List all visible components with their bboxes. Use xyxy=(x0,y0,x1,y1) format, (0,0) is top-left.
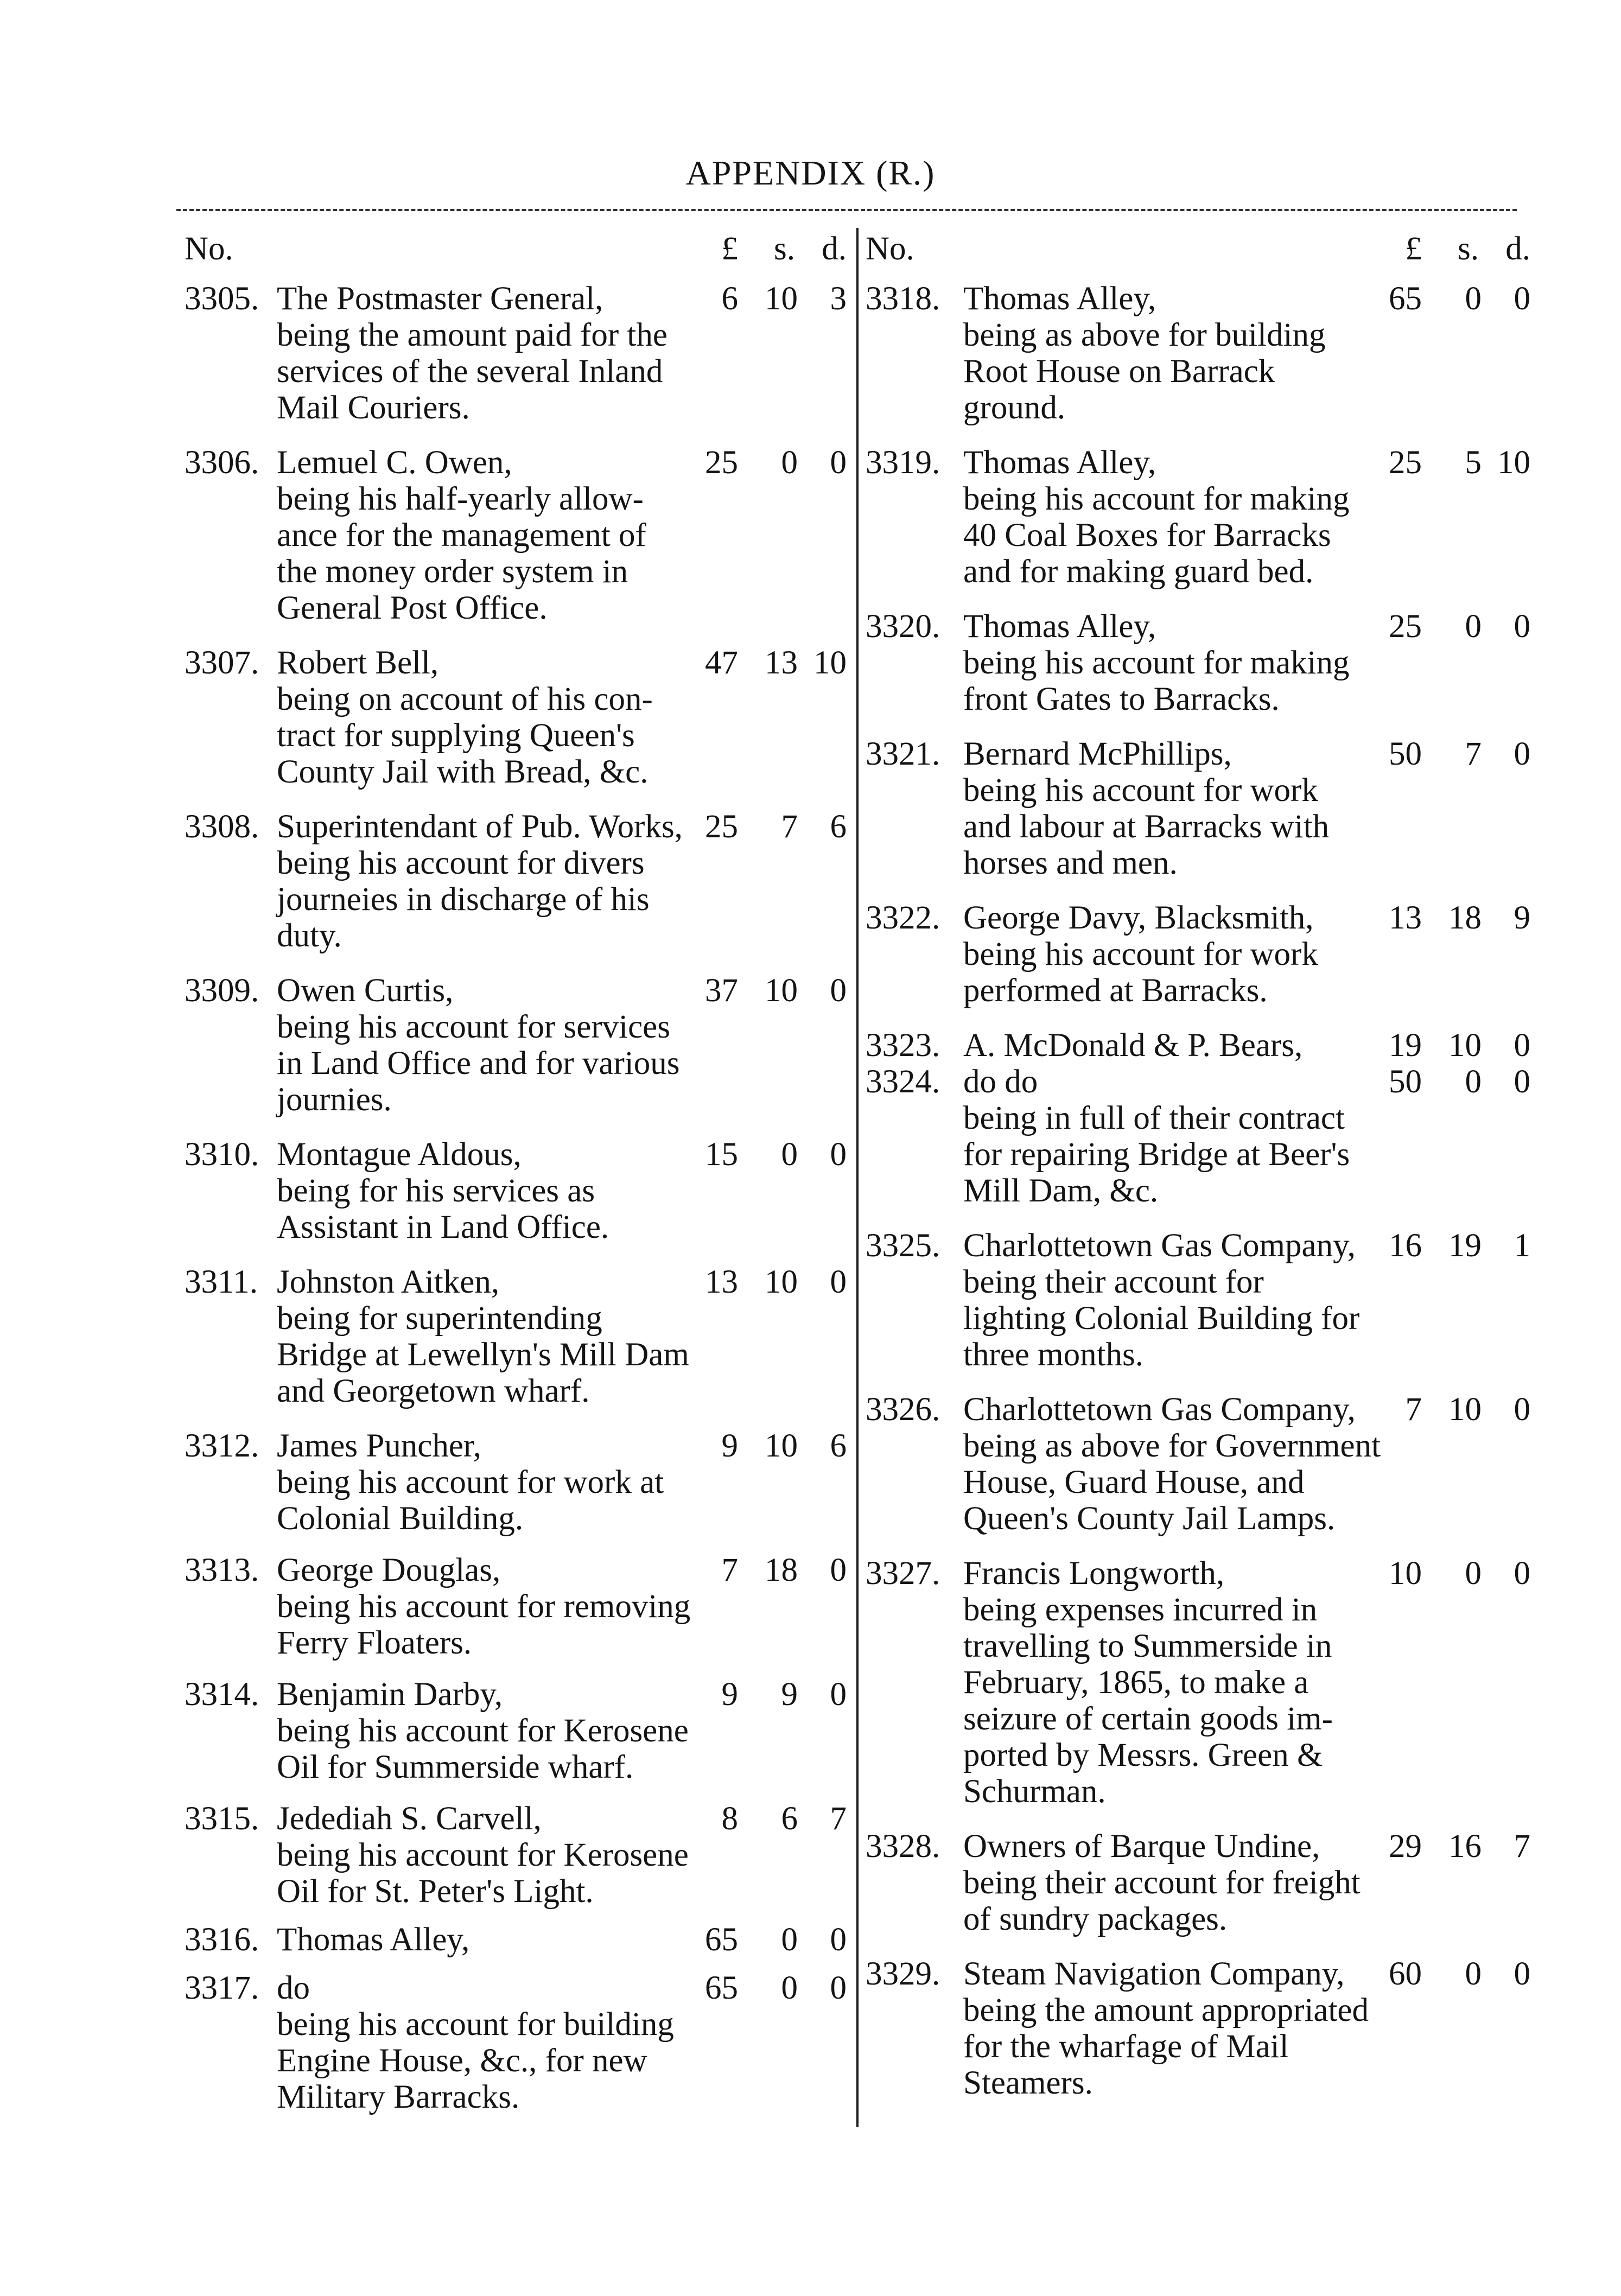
entry-description: being his account for work performed at Barracks. xyxy=(963,936,1318,1009)
ledger-entry xyxy=(185,972,847,1118)
entry-first-line xyxy=(185,1922,847,1958)
payee-name: Thomas Alley, xyxy=(963,444,1156,481)
entry-number: 3313. xyxy=(185,1552,259,1588)
amount-shillings: 13 xyxy=(765,645,798,681)
amount-shillings: 0 xyxy=(1465,608,1482,645)
payee-name: Johnston Aitken, xyxy=(277,1264,500,1300)
payee-name: Steam Navigation Company, xyxy=(963,1956,1345,1992)
payee-name: do xyxy=(277,1970,310,2006)
ledger-entry xyxy=(866,900,1530,1009)
entry-number: 3315. xyxy=(185,1801,259,1837)
entry-description: being his account for divers journeies in discharge of his duty. xyxy=(277,845,650,954)
entry-number: 3323. xyxy=(866,1027,940,1064)
payee-name: Thomas Alley, xyxy=(963,281,1156,317)
payee-name: The Postmaster General, xyxy=(277,281,603,317)
ledger-entry xyxy=(866,1391,1530,1537)
amount-pence: 0 xyxy=(830,1136,847,1173)
payee-name: Lemuel C. Owen, xyxy=(277,444,512,481)
amount-shillings: 5 xyxy=(1465,444,1482,481)
amount-pence: 0 xyxy=(830,444,847,481)
amount-shillings: 0 xyxy=(781,1922,798,1958)
payee-name: Thomas Alley, xyxy=(963,608,1156,645)
amount-pounds: 25 xyxy=(1389,608,1422,645)
entry-description: being his account for making front Gates to Barracks. xyxy=(963,645,1350,717)
entry-description: being his account for removing Ferry Floaters. xyxy=(277,1588,691,1661)
entry-number: 3314. xyxy=(185,1676,259,1713)
payee-name: George Douglas, xyxy=(277,1552,501,1588)
amount-pence: 6 xyxy=(830,1428,847,1464)
payee-name: Bernard McPhillips, xyxy=(963,736,1232,772)
entry-number: 3324. xyxy=(866,1064,940,1100)
entry-description: being as above for Government House, Guard House, and Queen's County Jail Lamps. xyxy=(963,1428,1381,1537)
ledger-entry xyxy=(866,1027,1530,1064)
entry-description: being expenses incurred in travelling to Summerside in February, 1865, to make a seizure of certain goods im- ported by Messrs. Green & Schurman. xyxy=(963,1592,1333,1810)
entry-list xyxy=(185,281,847,2115)
ledger-entry xyxy=(866,1828,1530,1937)
payee-name: Owen Curtis, xyxy=(277,972,454,1009)
payee-name: Francis Longworth, xyxy=(963,1555,1225,1592)
entry-description: being the amount paid for the services of the several Inland Mail Couriers. xyxy=(277,317,668,426)
amount-pence: 6 xyxy=(830,809,847,845)
ledger-entry xyxy=(866,281,1530,426)
header-shillings: s. xyxy=(774,231,795,267)
ledger-entry xyxy=(185,1552,847,1661)
entry-first-line xyxy=(866,281,1530,317)
amount-pounds: 50 xyxy=(1389,736,1422,772)
amount-shillings: 10 xyxy=(1448,1027,1482,1064)
amount-pounds: 16 xyxy=(1389,1227,1422,1264)
amount-pounds: 37 xyxy=(705,972,738,1009)
amount-pence: 0 xyxy=(1514,1555,1530,1592)
header-rule xyxy=(176,209,1517,211)
entry-description: being his account for work at Colonial Building. xyxy=(277,1464,664,1537)
entry-first-line xyxy=(185,281,847,317)
amount-shillings: 10 xyxy=(765,1428,798,1464)
amount-shillings: 0 xyxy=(781,1970,798,2006)
amount-pounds: 6 xyxy=(721,281,738,317)
entry-number: 3320. xyxy=(866,608,940,645)
entry-description: being their account for freight of sundry packages. xyxy=(963,1865,1361,1937)
payee-name: do do xyxy=(963,1064,1038,1100)
amount-pounds: 7 xyxy=(721,1552,738,1588)
page-title: APPENDIX (R.) xyxy=(685,154,936,192)
amount-pounds: 29 xyxy=(1389,1828,1422,1865)
amount-pounds: 47 xyxy=(705,645,738,681)
amount-shillings: 0 xyxy=(781,1136,798,1173)
ledger-entry xyxy=(185,1264,847,1409)
entry-first-line xyxy=(866,1064,1530,1100)
entry-number: 3312. xyxy=(185,1428,259,1464)
payee-name: Charlottetown Gas Company, xyxy=(963,1227,1356,1264)
amount-pounds: 65 xyxy=(705,1922,738,1958)
entry-first-line xyxy=(866,1956,1530,1992)
entry-number: 3329. xyxy=(866,1956,940,1992)
ledger-entry xyxy=(185,1970,847,2115)
amount-pounds: 25 xyxy=(1389,444,1422,481)
payee-name: Benjamin Darby, xyxy=(277,1676,503,1713)
amount-shillings: 7 xyxy=(1465,736,1482,772)
payee-name: George Davy, Blacksmith, xyxy=(963,900,1314,936)
amount-pence: 7 xyxy=(830,1801,847,1837)
entry-number: 3317. xyxy=(185,1970,259,2006)
entry-description: being his account for work and labour at Barracks with horses and men. xyxy=(963,772,1330,881)
entry-number: 3316. xyxy=(185,1922,259,1958)
amount-pounds: 65 xyxy=(705,1970,738,2006)
amount-shillings: 7 xyxy=(781,809,798,845)
entry-description: being his account for Kerosene Oil for Summerside wharf. xyxy=(277,1713,689,1785)
amount-shillings: 16 xyxy=(1448,1828,1482,1865)
amount-pence: 1 xyxy=(1514,1227,1530,1264)
amount-shillings: 18 xyxy=(765,1552,798,1588)
amount-pounds: 10 xyxy=(1389,1555,1422,1592)
amount-pence: 0 xyxy=(1514,736,1530,772)
amount-pounds: 8 xyxy=(721,1801,738,1837)
amount-shillings: 6 xyxy=(781,1801,798,1837)
entry-number: 3319. xyxy=(866,444,940,481)
left-column xyxy=(185,231,847,2115)
amount-shillings: 9 xyxy=(781,1676,798,1713)
payee-name: A. McDonald & P. Bears, xyxy=(963,1027,1303,1064)
ledger-entry xyxy=(866,444,1530,590)
ledger-entry xyxy=(185,444,847,626)
ledger-entry xyxy=(866,608,1530,717)
entry-first-line xyxy=(185,1970,847,2006)
amount-shillings: 0 xyxy=(1465,1956,1482,1992)
amount-shillings: 19 xyxy=(1448,1227,1482,1264)
header-no: No. xyxy=(866,231,914,267)
column-divider xyxy=(856,228,859,2127)
payee-name: Montague Aldous, xyxy=(277,1136,522,1173)
entry-list xyxy=(866,281,1530,2101)
amount-pounds: 15 xyxy=(705,1136,738,1173)
amount-pounds: 13 xyxy=(705,1264,738,1300)
entry-first-line xyxy=(866,1027,1530,1064)
amount-shillings: 0 xyxy=(781,444,798,481)
entry-description: being his account for building Engine House, &c., for new Military Barracks. xyxy=(277,2006,674,2115)
payee-name: James Puncher, xyxy=(277,1428,482,1464)
payee-name: Superintendant of Pub. Works, xyxy=(277,809,683,845)
entry-description: being for his services as Assistant in Land Office. xyxy=(277,1173,609,1245)
header-pence: d. xyxy=(1505,231,1530,267)
entry-first-line xyxy=(866,1227,1530,1264)
entry-description: being their account for lighting Colonial Building for three months. xyxy=(963,1264,1360,1373)
amount-pence: 7 xyxy=(1514,1828,1530,1865)
amount-pence: 0 xyxy=(830,1922,847,1958)
amount-pounds: 25 xyxy=(705,444,738,481)
entry-number: 3325. xyxy=(866,1227,940,1264)
entry-number: 3322. xyxy=(866,900,940,936)
header-pounds: £ xyxy=(1405,231,1422,267)
entry-number: 3311. xyxy=(185,1264,258,1300)
entry-number: 3326. xyxy=(866,1391,940,1428)
payee-name: Thomas Alley, xyxy=(277,1922,470,1958)
entry-number: 3305. xyxy=(185,281,259,317)
entry-first-line xyxy=(185,1676,847,1713)
amount-shillings: 10 xyxy=(765,281,798,317)
amount-pence: 0 xyxy=(830,1970,847,2006)
ledger-entry xyxy=(185,1428,847,1537)
header-pence: d. xyxy=(822,231,847,267)
ledger-entry xyxy=(185,645,847,790)
amount-pounds: 50 xyxy=(1389,1064,1422,1100)
ledger-entry xyxy=(866,1064,1530,1209)
ledger-entry xyxy=(185,1922,847,1958)
amount-shillings: 0 xyxy=(1465,1064,1482,1100)
amount-pence: 9 xyxy=(1514,900,1530,936)
entry-first-line xyxy=(185,1136,847,1173)
entry-first-line xyxy=(185,444,847,481)
amount-shillings: 10 xyxy=(765,972,798,1009)
entry-number: 3321. xyxy=(866,736,940,772)
payee-name: Charlottetown Gas Company, xyxy=(963,1391,1356,1428)
amount-pounds: 7 xyxy=(1405,1391,1422,1428)
ledger-entry xyxy=(185,1136,847,1245)
amount-pence: 0 xyxy=(1514,1064,1530,1100)
amount-shillings: 0 xyxy=(1465,281,1482,317)
entry-description: being in full of their contract for repairing Bridge at Beer's Mill Dam, &c. xyxy=(963,1100,1350,1209)
amount-pounds: 19 xyxy=(1389,1027,1422,1064)
entry-first-line xyxy=(185,1428,847,1464)
entry-number: 3327. xyxy=(866,1555,940,1592)
amount-shillings: 18 xyxy=(1448,900,1482,936)
entry-number: 3310. xyxy=(185,1136,259,1173)
entry-number: 3328. xyxy=(866,1828,940,1865)
entry-number: 3307. xyxy=(185,645,259,681)
entry-description: being his half-yearly allow- ance for the management of the money order system in General Post Office. xyxy=(277,481,646,626)
payee-name: Jedediah S. Carvell, xyxy=(277,1801,542,1837)
entry-first-line xyxy=(866,444,1530,481)
ledger-entry xyxy=(866,1956,1530,2101)
amount-shillings: 10 xyxy=(765,1264,798,1300)
entry-description: being as above for building Root House on Barrack ground. xyxy=(963,317,1326,426)
entry-description: being his account for making 40 Coal Boxes for Barracks and for making guard bed. xyxy=(963,481,1350,590)
ledger-entry xyxy=(185,1801,847,1910)
entry-first-line xyxy=(866,1391,1530,1428)
right-column xyxy=(866,231,1530,2101)
amount-pence: 0 xyxy=(1514,1391,1530,1428)
amount-pence: 0 xyxy=(1514,1956,1530,1992)
amount-pounds: 25 xyxy=(705,809,738,845)
entry-first-line xyxy=(185,809,847,845)
amount-shillings: 10 xyxy=(1448,1391,1482,1428)
entry-first-line xyxy=(185,972,847,1009)
column-header xyxy=(866,231,1530,281)
amount-pence: 0 xyxy=(1514,608,1530,645)
amount-pence: 0 xyxy=(830,972,847,1009)
header-shillings: s. xyxy=(1458,231,1479,267)
entry-first-line xyxy=(185,1801,847,1837)
amount-shillings: 0 xyxy=(1465,1555,1482,1592)
ledger-entry xyxy=(866,1227,1530,1373)
entry-number: 3318. xyxy=(866,281,940,317)
entry-description: being his account for Kerosene Oil for St. Peter's Light. xyxy=(277,1837,689,1910)
entry-description: being for superintending Bridge at Lewellyn's Mill Dam and Georgetown wharf. xyxy=(277,1300,689,1409)
ledger-entry xyxy=(866,1555,1530,1810)
amount-pounds: 9 xyxy=(721,1676,738,1713)
amount-pounds: 65 xyxy=(1389,281,1422,317)
entry-description: being his account for services in Land Office and for various journies. xyxy=(277,1009,680,1118)
payee-name: Robert Bell, xyxy=(277,645,439,681)
entry-number: 3306. xyxy=(185,444,259,481)
entry-number: 3309. xyxy=(185,972,259,1009)
amount-pence: 10 xyxy=(1497,444,1530,481)
amount-pounds: 9 xyxy=(721,1428,738,1464)
entry-first-line xyxy=(866,900,1530,936)
amount-pence: 0 xyxy=(1514,281,1530,317)
entry-number: 3308. xyxy=(185,809,259,845)
entry-first-line xyxy=(185,1552,847,1588)
header-no: No. xyxy=(185,231,233,267)
amount-pence: 0 xyxy=(830,1552,847,1588)
entry-first-line xyxy=(866,736,1530,772)
payee-name: Owners of Barque Undine, xyxy=(963,1828,1320,1865)
ledger-entry xyxy=(866,736,1530,881)
entry-description: being the amount appropriated for the wharfage of Mail Steamers. xyxy=(963,1992,1369,2101)
ledger-entry xyxy=(185,281,847,426)
amount-pence: 0 xyxy=(1514,1027,1530,1064)
ledger-entry xyxy=(185,809,847,954)
entry-first-line xyxy=(866,1555,1530,1592)
ledger-entry xyxy=(185,1676,847,1785)
amount-pence: 10 xyxy=(813,645,847,681)
amount-pence: 0 xyxy=(830,1676,847,1713)
entry-first-line xyxy=(866,1828,1530,1865)
amount-pounds: 13 xyxy=(1389,900,1422,936)
entry-description: being on account of his con- tract for supplying Queen's County Jail with Bread, &c. xyxy=(277,681,653,790)
column-header xyxy=(185,231,847,281)
amount-pounds: 60 xyxy=(1389,1956,1422,1992)
entry-first-line xyxy=(185,1264,847,1300)
entry-first-line xyxy=(185,645,847,681)
amount-pence: 3 xyxy=(830,281,847,317)
amount-pence: 0 xyxy=(830,1264,847,1300)
header-pounds: £ xyxy=(721,231,738,267)
entry-first-line xyxy=(866,608,1530,645)
